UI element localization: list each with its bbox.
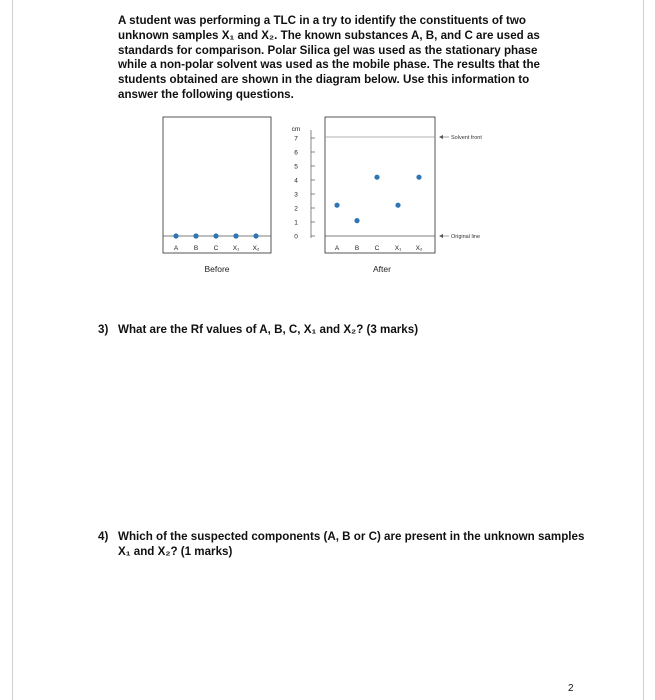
- before-lane-label: B: [193, 245, 199, 252]
- before-spot: [233, 233, 238, 238]
- before-lane-label: X₂: [252, 245, 260, 252]
- question-4: [98, 530, 588, 560]
- original-line-annotation: [439, 234, 480, 240]
- page-number: 2: [568, 683, 574, 694]
- before-spot: [213, 233, 218, 238]
- ruler-tick-label: 6: [294, 149, 298, 157]
- before-lane-label: C: [213, 245, 219, 252]
- intro-line: A student was performing a TLC in a try to identify the constituents of two: [118, 14, 526, 27]
- question-number: 4): [98, 530, 109, 543]
- ruler-tick-label: 7: [294, 135, 298, 143]
- question-3: [98, 323, 418, 338]
- after-caption: After: [373, 264, 391, 274]
- after-spot: [395, 203, 400, 208]
- intro-line: while a non-polar solvent was used as the mobile phase. The results that the: [118, 58, 540, 72]
- after-spot: [374, 175, 379, 180]
- after-lane-label: A: [334, 245, 340, 252]
- after-lane-label: C: [374, 245, 380, 252]
- before-lane-label: A: [173, 245, 179, 252]
- before-plate: [163, 117, 271, 253]
- after-spot: [416, 175, 421, 180]
- question-text: Which of the suspected components (A, B or C) are present in the unknown samples X₁ and X₂? (1 marks): [118, 530, 585, 558]
- ruler-tick-label: 5: [294, 163, 298, 171]
- ruler-tick-label: 3: [294, 191, 298, 199]
- ruler-tick-label: 1: [294, 219, 298, 227]
- question-number: 3): [98, 323, 109, 336]
- after-spot: [334, 203, 339, 208]
- before-caption: Before: [204, 264, 230, 274]
- after-plate: [325, 117, 435, 253]
- after-lane-label: B: [354, 245, 360, 252]
- ruler-tick-label: 2: [294, 205, 298, 213]
- before-spot: [253, 233, 258, 238]
- after-lane-label: X₂: [415, 245, 423, 252]
- ruler-unit: cm: [291, 126, 301, 133]
- intro-line: students obtained are shown in the diagram below. Use this information to: [118, 73, 530, 87]
- question-text: What are the Rf values of A, B, C, X₁ and X₂? (3 marks): [118, 323, 419, 336]
- before-spot: [193, 233, 198, 238]
- solvent-front-label: Solvent front: [451, 135, 482, 141]
- intro-line: standards for comparison. Polar Silica gel was used as the stationary phase: [118, 43, 538, 57]
- after-lane-label: X₁: [394, 245, 402, 252]
- intro-line: answer the following questions.: [118, 87, 294, 101]
- intro-line: unknown samples X₁ and X₂. The known substances A, B, and C are used as: [118, 28, 540, 42]
- ruler-tick-label: 0: [294, 233, 298, 241]
- original-line-label: Original line: [451, 234, 481, 240]
- before-spot: [173, 233, 178, 238]
- solvent-front-annotation: [439, 135, 482, 141]
- before-lane-label: X₁: [232, 245, 240, 252]
- ruler-tick-label: 4: [294, 177, 298, 185]
- after-spot: [354, 218, 359, 223]
